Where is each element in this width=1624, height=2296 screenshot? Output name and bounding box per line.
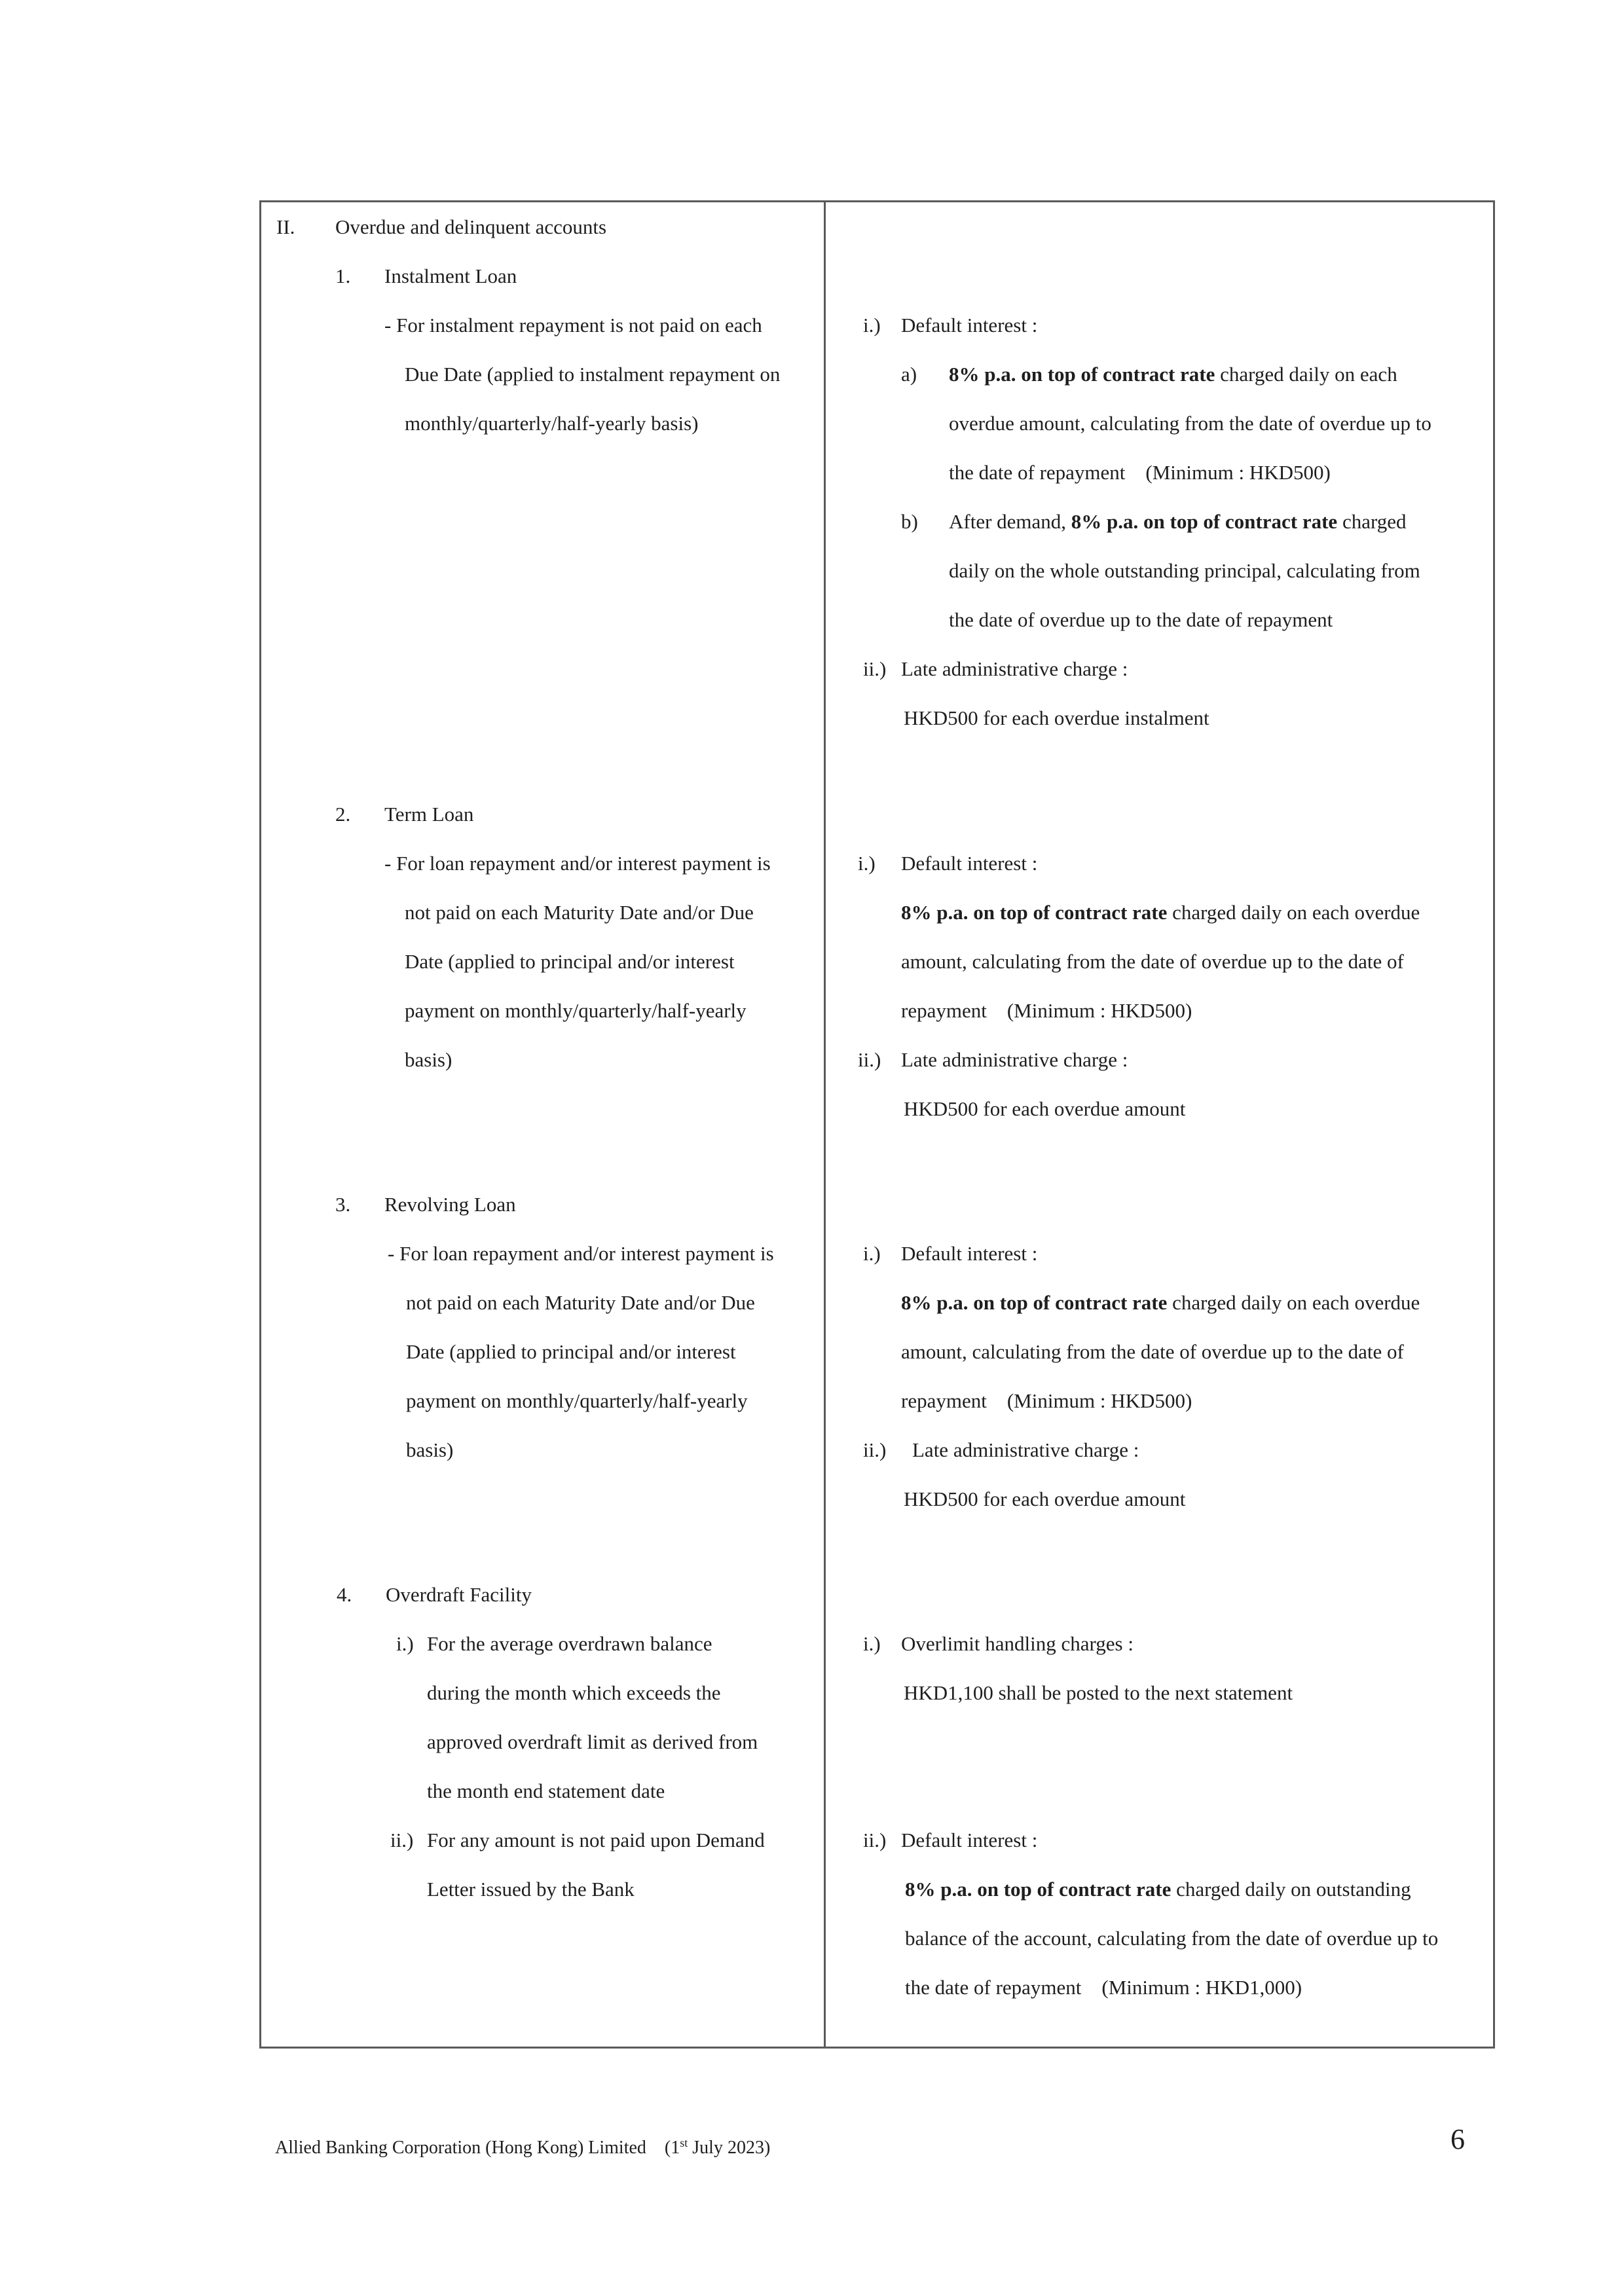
loan1-b-line bbox=[949, 509, 1406, 535]
loan1-b-marker: b) bbox=[901, 510, 918, 533]
loan3-late-marker: ii.) bbox=[863, 1438, 887, 1461]
loan1-late-label: Late administrative charge : bbox=[901, 657, 1128, 680]
loan4-rate-bold: 8% p.a. on top of contract rate bbox=[905, 1878, 1172, 1901]
loan4-i-line: approved overdraft limit as derived from bbox=[427, 1730, 758, 1753]
loan2-condition-line: not paid on each Maturity Date and/or Due bbox=[405, 901, 754, 924]
loan3-default-label: Default interest : bbox=[901, 1242, 1038, 1265]
loan2-rate-line bbox=[901, 900, 1420, 926]
footer-date-open: (1 bbox=[664, 2138, 680, 2158]
loan2-title: Term Loan bbox=[384, 803, 474, 826]
loan4-default-label: Default interest : bbox=[901, 1829, 1038, 1851]
loan4-i-line: during the month which exceeds the bbox=[427, 1681, 721, 1704]
loan2-default-label: Default interest : bbox=[901, 852, 1038, 875]
loan1-condition-line: - For instalment repayment is not paid on each bbox=[384, 314, 762, 337]
loan4-overlimit-label: Overlimit handling charges : bbox=[901, 1632, 1134, 1655]
loan1-b-bold: 8% p.a. on top of contract rate bbox=[1071, 510, 1338, 533]
loan4-i-line: the month end statement date bbox=[427, 1779, 665, 1802]
loan2-rate-line3: repayment (Minimum : HKD500) bbox=[901, 999, 1192, 1022]
loan3-rate-line bbox=[901, 1290, 1420, 1316]
loan4-rate-line3: the date of repayment (Minimum : HKD1,000) bbox=[905, 1976, 1302, 1999]
loan4-ii-line: Letter issued by the Bank bbox=[427, 1878, 635, 1901]
loan3-condition-line: not paid on each Maturity Date and/or Due bbox=[406, 1291, 755, 1314]
loan3-condition-line: basis) bbox=[406, 1438, 454, 1461]
loan3-rate-bold: 8% p.a. on top of contract rate bbox=[901, 1291, 1168, 1314]
loan4-rate-line2: balance of the account, calculating from the date of overdue up to bbox=[905, 1927, 1439, 1950]
footer-company bbox=[275, 2130, 770, 2161]
loan1-number: 1. bbox=[335, 264, 351, 287]
loan2-condition-line: payment on monthly/quarterly/half-yearly bbox=[405, 999, 747, 1022]
loan2-condition-line: basis) bbox=[405, 1048, 452, 1071]
loan4-ii-line: For any amount is not paid upon Demand bbox=[427, 1829, 765, 1851]
loan1-condition-line: monthly/quarterly/half-yearly basis) bbox=[405, 412, 699, 435]
loan3-number: 3. bbox=[335, 1193, 351, 1216]
loan4-overlimit-value: HKD1,100 shall be posted to the next statement bbox=[904, 1681, 1293, 1704]
loan2-late-marker: ii.) bbox=[858, 1048, 881, 1071]
loan4-title: Overdraft Facility bbox=[386, 1583, 532, 1606]
page-number: 6 bbox=[1450, 2123, 1465, 2155]
loan2-late-label: Late administrative charge : bbox=[901, 1048, 1128, 1071]
loan1-a-bold: 8% p.a. on top of contract rate bbox=[949, 363, 1215, 386]
loan2-number: 2. bbox=[335, 803, 351, 826]
loan1-b-line2: daily on the whole outstanding principal, calculating from bbox=[949, 559, 1420, 582]
loan3-rate-rest: charged daily on each overdue bbox=[1167, 1291, 1420, 1314]
loan1-a-line bbox=[949, 361, 1397, 388]
loan4-overlimit-marker: i.) bbox=[863, 1632, 881, 1655]
loan3-condition-line: - For loan repayment and/or interest payment is bbox=[388, 1242, 774, 1265]
loan1-a-marker: a) bbox=[901, 363, 917, 386]
loan4-default-marker: ii.) bbox=[863, 1829, 887, 1851]
loan4-i-line: For the average overdrawn balance bbox=[427, 1632, 712, 1655]
loan2-late-value: HKD500 for each overdue amount bbox=[904, 1097, 1186, 1120]
section-title: Overdue and delinquent accounts bbox=[335, 215, 607, 238]
loan2-default-marker: i.) bbox=[858, 852, 876, 875]
loan3-condition-line: Date (applied to principal and/or interest bbox=[406, 1340, 736, 1363]
footer-date-sup: st bbox=[680, 2136, 688, 2149]
loan2-condition-line: Date (applied to principal and/or interest bbox=[405, 950, 735, 973]
loan1-default-label: Default interest : bbox=[901, 314, 1038, 337]
loan1-a-rest: charged daily on each bbox=[1215, 363, 1397, 386]
loan3-late-value: HKD500 for each overdue amount bbox=[904, 1487, 1186, 1510]
column-divider bbox=[824, 200, 826, 2049]
loan1-condition-line: Due Date (applied to instalment repayment on bbox=[405, 363, 781, 386]
loan3-title: Revolving Loan bbox=[384, 1193, 516, 1216]
loan1-b-line3: the date of overdue up to the date of repayment bbox=[949, 608, 1333, 631]
loan1-default-marker: i.) bbox=[863, 314, 881, 337]
loan4-number: 4. bbox=[337, 1583, 352, 1606]
loan3-rate-line2: amount, calculating from the date of overdue up to the date of bbox=[901, 1340, 1404, 1363]
loan3-default-marker: i.) bbox=[863, 1242, 881, 1265]
footer-company-name: Allied Banking Corporation (Hong Kong) Limited bbox=[275, 2138, 646, 2158]
loan4-rate-rest: charged daily on outstanding bbox=[1171, 1878, 1411, 1901]
loan3-late-label: Late administrative charge : bbox=[912, 1438, 1139, 1461]
loan2-condition-line: - For loan repayment and/or interest payment is bbox=[384, 852, 771, 875]
footer-date-rest: July 2023) bbox=[688, 2138, 771, 2158]
loan2-rate-bold: 8% p.a. on top of contract rate bbox=[901, 901, 1168, 924]
loan1-b-rest: charged bbox=[1337, 510, 1407, 533]
loan3-condition-line: payment on monthly/quarterly/half-yearly bbox=[406, 1389, 748, 1412]
loan4-rate-line bbox=[905, 1876, 1411, 1903]
loan2-rate-line2: amount, calculating from the date of overdue up to the date of bbox=[901, 950, 1404, 973]
loan4-ii-marker: ii.) bbox=[390, 1829, 414, 1851]
section-numeral: II. bbox=[276, 215, 295, 238]
loan3-rate-line3: repayment (Minimum : HKD500) bbox=[901, 1389, 1192, 1412]
loan1-a-line2: overdue amount, calculating from the date of overdue up to bbox=[949, 412, 1431, 435]
loan4-i-marker: i.) bbox=[396, 1632, 414, 1655]
loan1-b-pre: After demand, bbox=[949, 510, 1071, 533]
loan1-late-value: HKD500 for each overdue instalment bbox=[904, 706, 1209, 729]
loan1-late-marker: ii.) bbox=[863, 657, 887, 680]
loan1-a-line3: the date of repayment (Minimum : HKD500) bbox=[949, 461, 1331, 484]
loan2-rate-rest: charged daily on each overdue bbox=[1167, 901, 1420, 924]
loan1-title: Instalment Loan bbox=[384, 264, 517, 287]
